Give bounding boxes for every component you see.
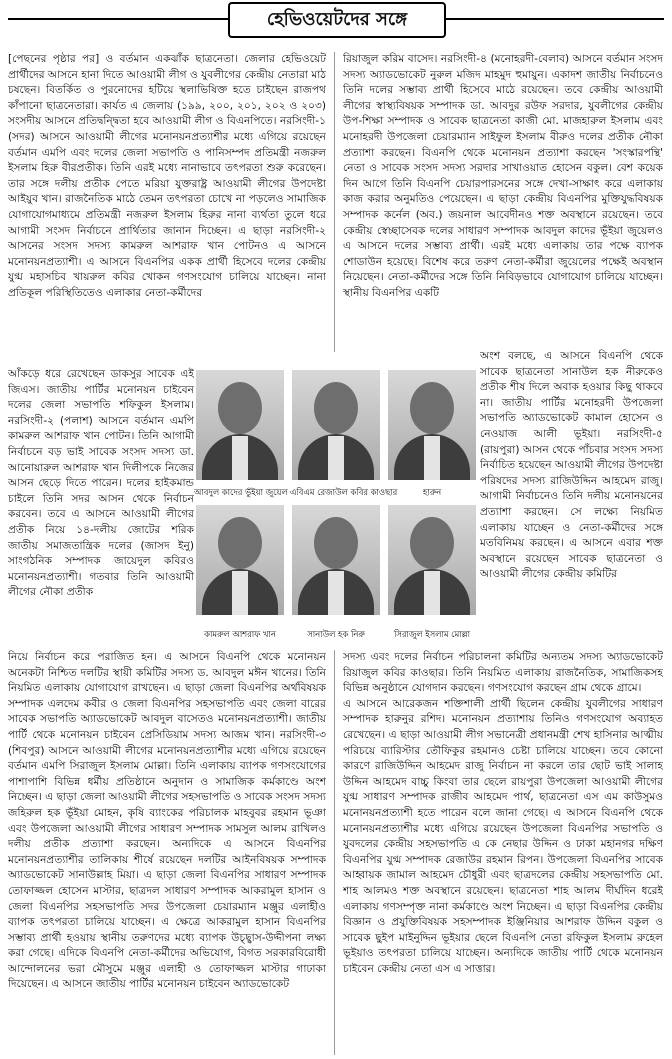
photo-caption: এবিএম রেজাউল কবির কাওছার <box>290 487 398 497</box>
photo-caption: সানাউল হক নিরু <box>307 629 365 639</box>
paragraph: [পেছনের পৃষ্ঠার পর] ও বর্তমান একঝাঁক ছাত্রনেতা। জেলার হেভিওয়েট প্রার্থীদের আসনে হানা দিতে আওয়ামী লীগ ও যুবলীগের কেন্দ্রীয় নেতারা মাঠ চষছেন। বিতর্কিত ও পুরনোদের হটিয়ে স্থলাভিষিক্ত হতে চাইছেন রাজপথ কাঁপানো ছাত্রনেতারা। কার্যত এ জেলায় (১৯৯, ২০০, ২০১, ২০২ ও ২০৩) সংসদীয় আসনে প্রতিদ্বন্দ্বিতা হবে আওয়ামী লীগ ও বিএনপিতে। নরসিংদী-১ (সদর) আসনে আওয়ামী লীগের মনোনয়নপ্রত্যাশীর মধ্যে এগিয়ে রয়েছেন বর্তমান এমপি এবং দলের জেলা সভাপতি ও পানিসম্পদ প্রতিমন্ত্রী নজরুল ইসলাম হিরু বীরপ্রতীক। তিনি এরই মধ্যে নানাভাবে তৎপরতা শুরু করেছেন। তার সঙ্গে দলীয় প্রতীক পেতে মরিয়া যুক্তরাষ্ট্র আওয়ামী লীগের উপদেষ্টা আইয়ুব খান। রাজনৈতিক মাঠে তেমন তৎপরতা চোখে না পড়লেও সামাজিক যোগাযোগমাধ্যমে প্রতিমন্ত্রী নজরুল ইসলাম হিরুর নানা ব্যর্থতা তুলে ধরে আগামী সংসদ নির্বাচনে প্রার্থিতার জানান দিচ্ছেন। এ ছাড়া নরসিংদী-২ আসনের সংসদ সদস্য কামরুল আশরাফ খান পোটনও এ আসনে মনোনয়নপ্রত্যাশী। এ আসনে বিএনপির একক প্রার্থী হিসেবে দলের কেন্দ্রীয় যুগ্ম মহাসচিব খায়রুল কবির খোকন গণসংযোগ চালিয়ে যাচ্ছেন। নানা প্রতিকূল পরিস্থিতিতেও এলাকার নেতা-কর্মীদের <box>8 53 326 299</box>
photo-caption: হারুন <box>422 487 442 497</box>
photo-caption: সিরাজুল ইসলাম মোল্লা <box>393 629 471 639</box>
paragraph: নিয়ে নির্বাচন করে পরাজিত হন। এ আসনে বিএনপি থেকে মনোনয়ন অনেকটা নিশ্চিত দলটির স্থায়ী কমিটির সদস্য ড. আবদুল মঈন খানের। তিনি নিয়মিত এলাকায় যোগাযোগ রাখছেন। এ ছাড়া জেলা বিএনপির অর্থবিষয়ক সম্পাদক এলদেম কবীর ও জেলা বিএনপির সহসভাপতি এবং জেলা বারের সাবেক সভাপতি অ্যাডভোকেট আবদুল বাসেতও মনোনয়নপ্রত্যাশী। জাতীয় পার্টি থেকে মনোনয়ন চাইবেন প্রেসিডিয়াম সদস্য আজম খান। নরসিংদী-৩ (শিবপুর) আসনে আওয়ামী লীগের মনোনয়নপ্রত্যাশীর মধ্যে এগিয়ে রয়েছেন বর্তমান এমপি সিরাজুল ইসলাম মোল্লা। তিনি এলাকায় ব্যাপক গণসংযোগের পাশাপাশি বিভিন্ন ধর্মীয় প্রতিষ্ঠানে অনুদান ও সামাজিক কর্মকাণ্ডে অংশ নিচ্ছেন। এ ছাড়া জেলা আওয়ামী লীগের সহসভাপতি ও সাবেক সংসদ সদস্য জহিরুল হক ভূঁইয়া মোহন, কৃষি ব্যাংকের পরিচালক মাহবুবর রহমান ভূঞা এবং উপজেলা আওয়ামী লীগের সাধারণ সম্পাদক সামসুল আলম রাখিলও দলীয় প্রতীক প্রত্যাশা করছেন। অন্যদিকে এ আসনে বিএনপির মনোনয়নপ্রত্যাশীর তালিকায় শীর্ষে রয়েছেন দলটির আইনবিষয়ক সম্পাদক অ্যাডভোকেট সানাউল্লাহ মিয়া। এ ছাড়া জেলা বিএনপির সাধারণ সম্পাদক তোফাজ্জল হোসেন মাস্টার, ছাত্রদল সাধারণ সম্পাদক আকরামুল হাসান ও জেলা বিএনপির সহসভাপতি সদর উপজেলা চেয়ারম্যান মঞ্জুর এলাহীও ব্যাপক তৎপরতা চালিয়ে যাচ্ছেন। এ ক্ষেত্রে আকরামুল হাসান বিএনপির সম্ভাব্য প্রার্থী হওয়ায় স্থানীয় তরুণদের মধ্যে ব্যাপক উচ্ছ্বাস-উদ্দীপনা লক্ষ্য করা গেছে। এদিকে বিএনপি নেতা-কর্মীদের অভিযোগ, বিগত সরকারবিরোধী আন্দোলনের ভরা মৌসুমে মঞ্জুর এলাহী ও তোফাজ্জল মাস্টার গাঢাকা দিয়েছেন। এ আসনে জাতীয় পার্টির মনোনয়ন চাইবেন অ্যাডভোকেট <box>8 651 326 991</box>
article-column-2 <box>343 52 663 352</box>
paragraph: রিয়াজুল করিম বাসেদ। নরসিংদী-৪ (মনোহরদী-বেলাব) আসনে বর্তমান সংসদ সদস্য অ্যাডভোকেট নুরুল মজিদ মাহমুদ হুমায়ুন। একাদশ জাতীয় নির্বাচনেও তিনি দলের সম্ভাব্য প্রার্থী হিসেবে মাঠে রয়েছেন। তবে কেন্দ্রীয় আওয়ামী লীগের স্বাস্থ্যবিষয়ক সম্পাদক ডা. আবদুর রউফ সরদার, যুবলীগের কেন্দ্রীয় উপ-শিক্ষা সম্পাদক ও সাবেক ছাত্রনেতা কাজী মো. মাজহারুল ইসলাম এবং মনোহরদী উপজেলা চেয়ারম্যান সাইফুল ইসলাম বীরুও দলের প্রতীক নৌকা প্রত্যাশা করছেন। বিএনপি থেকে মনোনয়ন প্রত্যাশা করছেন 'সংস্কারপন্থি' নেতা ও সাবেক সংসদ সদস্য সরদার সাখাওয়াত হোসেন বকুল। বেশ কয়েক দিন আগে তিনি বিএনপি চেয়ারপারসনের সঙ্গে দেখা-সাক্ষাৎ করে এলাকায় কাজ করার অনুমতিও পেয়েছেন। এ ছাড়া কেন্দ্রীয় বিএনপির মুক্তিযুদ্ধবিষয়ক সম্পাদক কর্নেল (অব.) জয়নাল আবেদীনও শক্ত অবস্থানে রয়েছেন। তবে কেন্দ্রীয় স্বেচ্ছাসেবক দলের সাধারণ সম্পাদক আবদুল কাদের ভূঁইয়া জুয়েলও এ আসনে দলের সম্ভাব্য প্রার্থী। এরই মধ্যে এলাকায় তার পক্ষে ব্যাপক শোডাউন হয়েছে। বিশেষ করে তরুণ নেতা-কর্মীরা জুয়েলের পক্ষেই অবস্থান নিয়েছেন। নেতা-কর্মীদের সঙ্গে তিনি নিবিড়ভাবে যোগাযোগ চালিয়ে যাচ্ছেন। স্থানীয় বিএনপির একটি <box>343 53 663 299</box>
photo-nirru <box>292 505 380 615</box>
article-column-3 <box>8 650 326 1059</box>
section-title: হেভিওয়েটদের সঙ্গে <box>228 2 446 38</box>
paragraph: অংশ বলছে, এ আসনে বিএনপি থেকে সাবেক ছাত্রনেতা সানাউল হক নীরুকেও প্রতীক শীষ দিলে অবাক হওয়ার কিছু থাকবে না। জাতীয় পার্টির মনোহরদী উপজেলা সভাপতি অ্যাডভোকেট কামাল হোসেন ও নেওয়াজ আলী ভূইয়া। নরসিংদী-৫ (রায়পুরা) আসন থেকে পাঁচবার সংসদ সদস্য নির্বাচিত হয়েছেন আওয়ামী লীগের উপদেষ্টা পরিষদের সদস্য রাজিউদ্দিন আহমেদ রাজু। আগামী নির্বাচনেও তিনি দলীয় মনোনয়নের প্রত্যাশা করছেন। সে লক্ষ্যে নিয়মিত এলাকায় যাচ্ছেন ও নেতা-কর্মীদের সঙ্গে মতবিনিময় করছেন। এ আসনে এবার শক্ত অবস্থানে রয়েছেন সাবেক ছাত্রনেতা ও আওয়ামী লীগের কেন্দ্রীয় কমিটির <box>480 350 663 581</box>
column-divider-top <box>334 52 335 352</box>
paragraph: এ আসনে আরেকজন শক্তিশালী প্রার্থী ছিলেন কেন্দ্রীয় যুবলীগের সাধারণ সম্পাদক হারুনুর রশিদ। মনোনয়ন প্রত্যাশায় তিনিও গণসংযোগ অব্যাহত রেখেছেন। এ ছাড়া আওয়ামী লীগ সভানেত্রী প্রধানমন্ত্রী শেখ হাসিনার আত্মীয় পরিচয়ে ব্যারিস্টার তৌফিকুর রহমানও চেষ্টা চালিয়ে যাচ্ছেন। তবে কোনো কারণে রাজিউদ্দিন আহমেদ রাজু নির্বাচন না করলে তার ছোট ভাই সালাহ উদ্দিন আহমেদ বাচ্চু কিংবা তার ছেলে রায়পুরা উপজেলা আওয়ামী লীগের যুগ্ম সাধারণ সম্পাদক রাজীব আহমেদ পার্থ, ছাত্রনেতা এস এম কাউসুমও মনোনয়নপ্রত্যাশী হতে পারেন বলে জানা গেছে। এ আসনে বিএনপি থেকে মনোনয়নপ্রত্যাশীর মধ্যে এগিয়ে রয়েছেন উপজেলা বিএনপির সভাপতি ও যুবদলের কেন্দ্রীয় সহসভাপতি এ কে নেছার উদ্দিন ও ঢাকা মহানগর দক্ষিণ বিএনপির যুগ্ম সম্পাদক রেজাউর রহমান রিপন। উপজেলা বিএনপির সাবেক আহ্বায়ক জামাল আহমেদ চৌধুরী এবং ছাত্রদলের কেন্দ্রীয় সহসভাপতি মো. শাহ আলমও শক্ত অবস্থানে রয়েছেন। ছাত্রনেতা শাহ আলম দীর্ঘদিন ধরেই এলাকায় গণসম্পৃক্ত নানা কর্মকাণ্ডে অংশ নিচ্ছেন। এ ছাড়া বিএনপির কেন্দ্রীয় বিজ্ঞান ও প্রযুক্তিবিষয়ক সহসম্পাদক ইঞ্জিনিয়ার আশরাফ উদ্দিন বকুল ও সাবেক ছুইপ মাইনুদ্দিন ভূইয়ার ছেলে বিএনপি নেতা রফিকুল ইসলাম রুহেল ভূইয়াও তৎপরতা চালিয়ে যাচ্ছেন। অন্যদিকে জাতীয় পার্টি থেকে মনোনয়ন চাইবেন কেন্দ্রীয় নেতা এস এ সাত্তার। <box>343 697 663 975</box>
column-divider-bottom <box>334 650 335 1055</box>
article-column-4 <box>343 650 663 1059</box>
photo-caption: কামরুল আশরাফ খান <box>204 629 276 639</box>
photo-kawsar <box>292 370 380 480</box>
paragraph: সদস্য এবং দলের নির্বাচন পরিচালনা কমিটির অন্যতম সদস্য অ্যাডভোকেট রিয়াজুল কবির কাওছার। তিনি নিয়মিত এলাকায় রাজনৈতিক, সামাজিকসহ বিভিন্ন অনুষ্ঠানে যোগদান করছেন। গণসংযোগ করছেন গ্রাম থেকে গ্রামে। <box>343 651 663 695</box>
photo-caption: আবদুল কাদের ভুঁইয়া জুয়েল <box>194 487 288 497</box>
paragraph: আঁকড়ে ধরে রেখেছেন ডাকসুর সাবেক এই জিএস। জাতীয় পার্টির মনোনয়ন চাইবেন দলের জেলা সভাপতি শফিকুল ইসলাম। নরসিংদী-২ (পলাশ) আসনে বর্তমান এমপি কামরুল আশরাফ খান পোটন। তিনি আগামী নির্বাচনে বড় ভাই সাবেক সংসদ সদস্য ডা. আনোয়ারুল আশরাফ খান দিলীপকে নিজের আসন ছেড়ে দিতে পারেন। দলের হাইকমান্ড চাইলে তিনি সদর আসন থেকে নির্বাচন করবেন। তবে এ আসনে আওয়ামী লীগের প্রতীক নিয়ে ১৪-দলীয় জোটের শরিক জাতীয় সমাজতান্ত্রিক দলের (জাসদ ইনু) সাংগঠনিক সম্পাদক জায়েদুল কবিরও মনোনয়নপ্রত্যাশী। গতবার তিনি আওয়ামী লীগের নৌকা প্রতীক <box>8 368 194 599</box>
photo-mollah <box>388 505 476 615</box>
article-column-left-mid <box>8 367 194 665</box>
photo-harun <box>388 370 476 480</box>
article-column-1 <box>8 52 326 368</box>
photo-juel <box>196 370 284 480</box>
article-column-right-mid <box>480 349 663 649</box>
photo-kamrul <box>196 505 284 615</box>
